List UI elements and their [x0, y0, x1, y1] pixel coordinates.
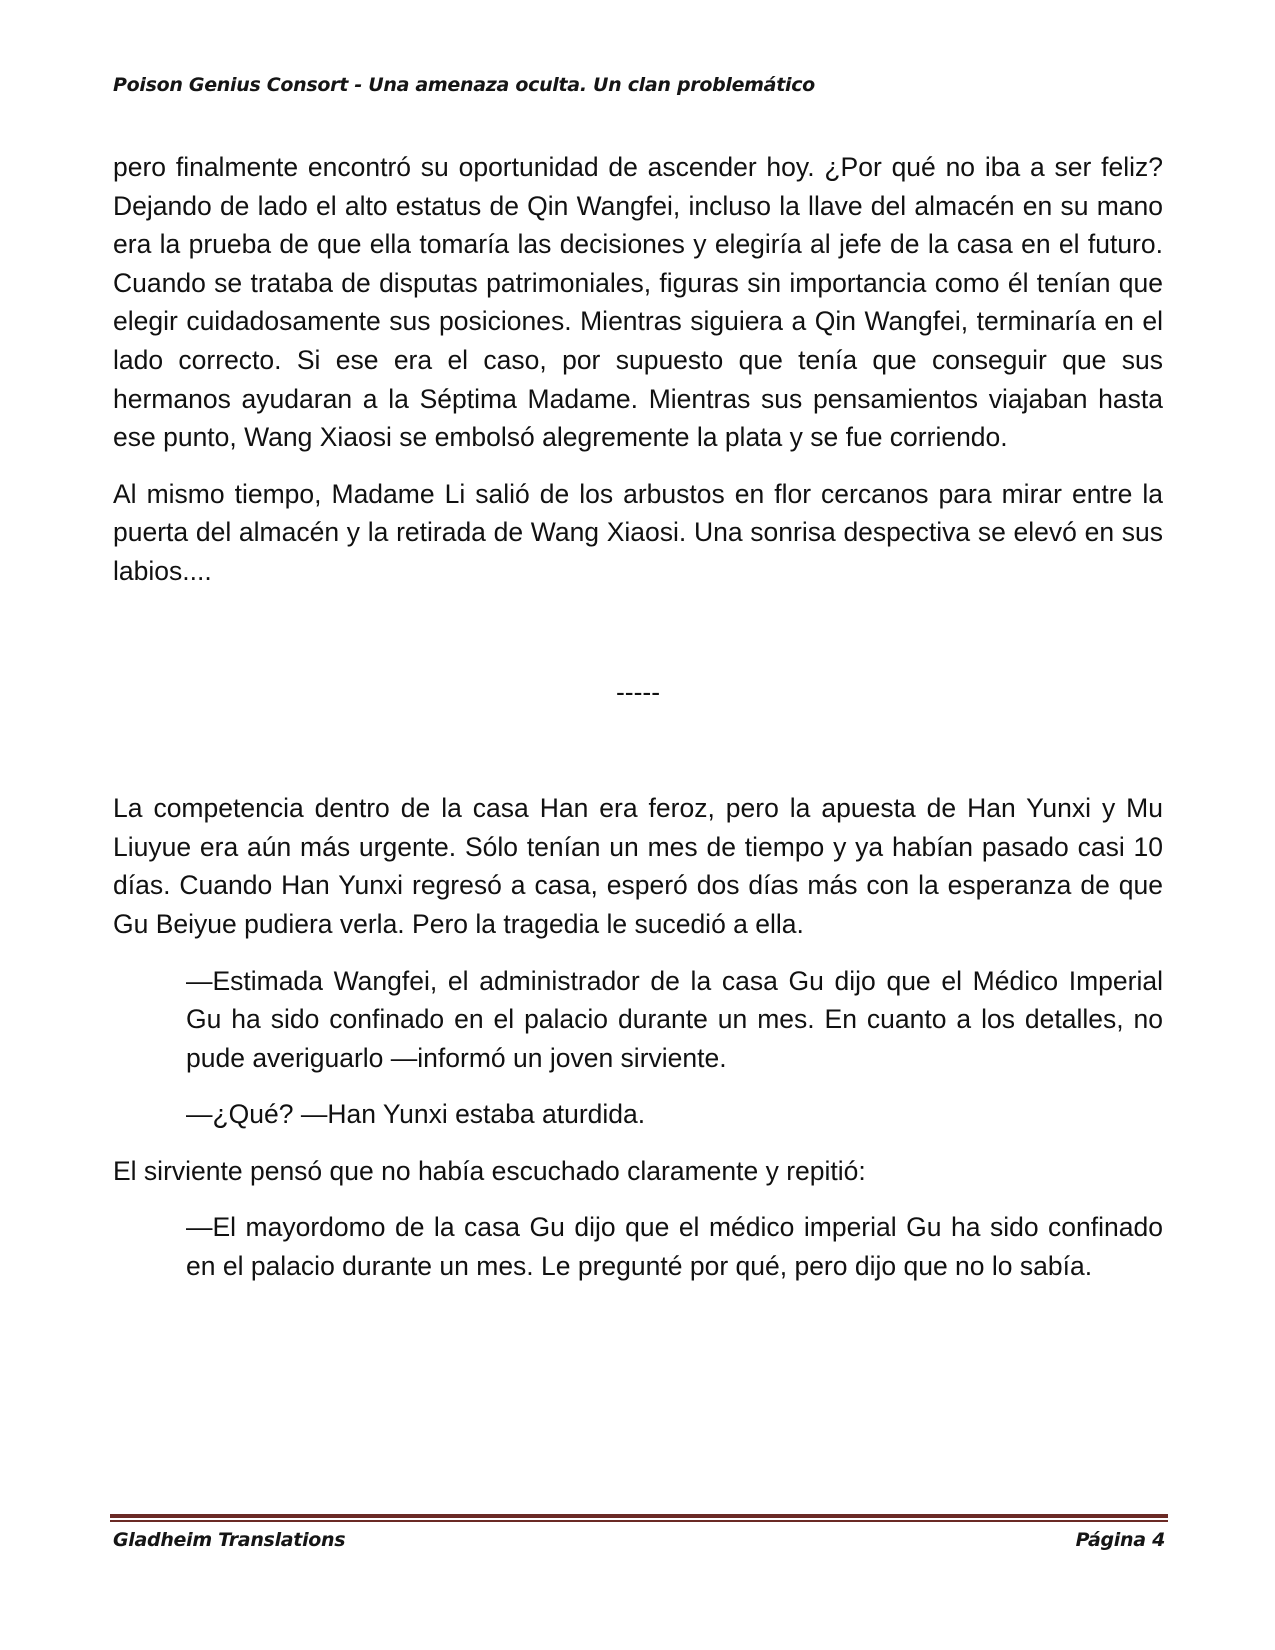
- footer-divider: [110, 1514, 1168, 1522]
- page-header: Poison Genius Consort - Una amenaza oculta. Un clan problemático: [113, 74, 815, 96]
- paragraph: El sirviente pensó que no había escuchado claramente y repitió:: [113, 1155, 866, 1186]
- page-number: Página 4: [1075, 1529, 1165, 1551]
- section-separator: -----: [615, 676, 661, 707]
- page-body: [113, 148, 1163, 1304]
- dialogue-paragraph: —¿Qué? —Han Yunxi estaba aturdida.: [186, 1099, 646, 1130]
- dialogue-paragraph: —El mayordomo de la casa Gu dijo que el médico imperial Gu ha sido confinado en el palacio durante un mes. Le pregunté por qué, pero dijo que no lo sabía.: [186, 1212, 1163, 1282]
- footer-publisher: Gladheim Translations: [113, 1529, 346, 1551]
- paragraph: Al mismo tiempo, Madame Li salió de los arbustos en flor cercanos para mirar entre la puerta del almacén y la retirada de Wang Xiaosi. Una sonrisa despectiva se elevó en sus labios....: [113, 478, 1163, 586]
- paragraph: pero finalmente encontró su oportunidad de ascender hoy. ¿Por qué no iba a ser feliz? Dejando de lado el alto estatus de Qin Wangfei, incluso la llave del almacén en su mano era la prueba de que ella tomaría las decisiones y elegiría al jefe de la casa en el futuro. Cuando se trataba de disputas patrimoniales, figuras sin importancia como él tenían que elegir cuidadosamente sus posiciones. Mientras siguiera a Qin Wangfei, terminaría en el lado correcto. Si ese era el caso, por supuesto que tenía que conseguir que sus hermanos ayudaran a la Séptima Madame. Mientras sus pensamientos viajaban hasta ese punto, Wang Xiaosi se embolsó alegremente la plata y se fue corriendo.: [113, 152, 1163, 453]
- paragraph: La competencia dentro de la casa Han era feroz, pero la apuesta de Han Yunxi y Mu Liuyue era aún más urgente. Sólo tenían un mes de tiempo y ya habían pasado casi 10 días. Cuando Han Yunxi regresó a casa, esperó dos días más con la esperanza de que Gu Beiyue pudiera verla. Pero la tragedia le sucedió a ella.: [113, 793, 1163, 939]
- dialogue-paragraph: —Estimada Wangfei, el administrador de la casa Gu dijo que el Médico Imperial Gu ha sido confinado en el palacio durante un mes. En cuanto a los detalles, no pude averiguarlo —informó un joven sirviente.: [186, 965, 1163, 1073]
